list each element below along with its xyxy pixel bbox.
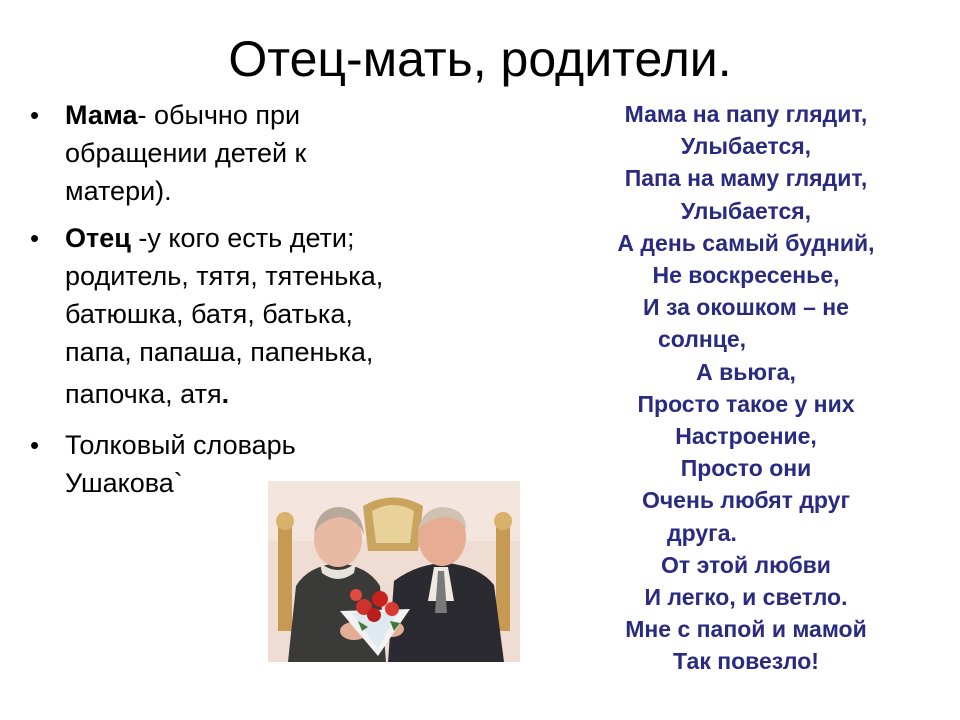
poem-line: А день самый будний,	[617, 229, 875, 256]
definition-list	[30, 96, 480, 511]
definition-text: обращении детей к	[65, 138, 307, 168]
definition-text: матери).	[65, 176, 172, 206]
poem-line: Очень любят друг	[641, 487, 851, 514]
source-text: Толковый словарь	[65, 430, 296, 460]
poem-line: Просто такое у них	[637, 390, 855, 417]
definition-period: .	[221, 379, 230, 409]
poem-line: Так повезло!	[673, 648, 819, 675]
poem-line: Просто они	[680, 455, 812, 482]
poem-line: солнце,	[657, 326, 747, 353]
poem-line: От этой любви	[661, 551, 831, 578]
poem-line: И за окошком – не	[643, 294, 849, 321]
source-text: Ушакова`	[65, 468, 183, 498]
poem-line: Настроение,	[675, 423, 817, 450]
poem-line: А вьюга,	[696, 358, 796, 385]
bullet-dot-icon: •	[30, 430, 40, 460]
definition-text: -у кого есть дети;	[130, 223, 355, 253]
poem-line: друга.	[667, 519, 737, 546]
term-mama: Мама	[65, 100, 138, 130]
poem-line: И легко, и светло.	[644, 584, 848, 611]
definition-text: родитель, тятя, тятенька,	[65, 261, 384, 291]
bullet-dot-icon: •	[30, 100, 40, 130]
poem-line: Мама на папу глядит,	[624, 101, 868, 127]
poem	[536, 98, 956, 678]
term-otec: Отец	[65, 223, 131, 253]
definition-text: батюшка, батя, батька,	[65, 299, 353, 329]
definition-text: папочка, атя	[65, 379, 222, 409]
parents-photo	[268, 481, 520, 662]
poem-line: Улыбается,	[680, 197, 812, 224]
slide-title: Отец-мать, родители.	[228, 31, 732, 87]
definition-text: папа, папаша, папенька,	[65, 337, 374, 367]
poem-line: Улыбается,	[680, 133, 812, 160]
bullet-otec	[30, 219, 480, 417]
poem-line: Не воскресенье,	[652, 262, 840, 289]
bullet-mama	[30, 96, 480, 210]
poem-line: Папа на маму глядит,	[624, 165, 868, 192]
poem-line: Мне с папой и мамой	[625, 616, 867, 643]
bullet-dot-icon: •	[30, 223, 40, 253]
definition-text: - обычно при	[137, 100, 301, 130]
